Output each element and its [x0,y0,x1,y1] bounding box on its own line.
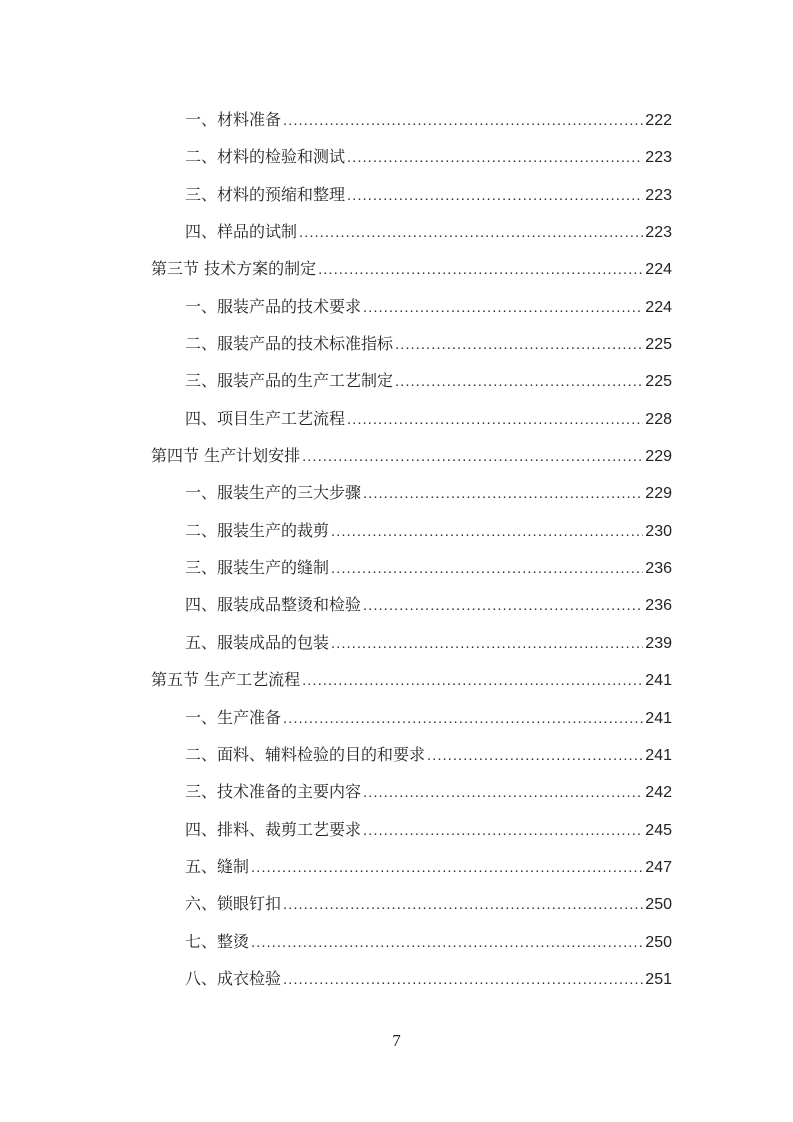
toc-entry-title: 第三节 技术方案的制定 [151,259,317,279]
toc-entry[interactable] [151,631,672,668]
toc-entry-title: 三、服装产品的生产工艺制定 [185,371,394,391]
toc-entry-page: 241 [645,672,672,690]
toc-entry[interactable] [151,295,672,332]
toc-entry-page: 223 [645,224,672,242]
toc-entry-page: 245 [645,821,672,839]
toc-entry-title: 一、服装生产的三大步骤 [185,483,362,503]
dot-leader [302,445,643,469]
toc-entry-page: 241 [645,746,672,764]
toc-entry[interactable] [151,855,672,892]
toc-entry[interactable] [151,556,672,593]
toc-entry-title: 一、材料准备 [185,110,282,129]
dot-leader [363,819,643,843]
toc-entry-title: 三、服装生产的缝制 [185,558,330,578]
table-of-contents [151,108,672,1004]
toc-entry-title: 二、材料的检验和测试 [185,147,346,167]
toc-entry-title: 三、材料的预缩和整理 [185,184,346,204]
toc-entry-title: 六、锁眼钉扣 [185,894,282,914]
toc-entry-page: 228 [645,410,672,428]
dot-leader [363,781,643,805]
toc-entry[interactable] [151,818,672,855]
toc-entry-title: 一、服装产品的技术要求 [185,296,362,316]
toc-entry-title: 第五节 生产工艺流程 [151,670,301,690]
toc-entry-title: 五、缝制 [185,856,250,876]
toc-section-entry[interactable] [151,444,672,481]
dot-leader [363,296,643,320]
dot-leader [251,931,643,955]
toc-entry-page: 229 [645,485,672,503]
toc-entry-title: 一、生产准备 [185,707,282,727]
toc-entry-title: 四、排料、裁剪工艺要求 [185,819,362,839]
toc-entry-title: 四、服装成品整烫和检验 [185,595,362,615]
toc-entry-page: 224 [645,298,672,316]
dot-leader [347,146,643,170]
dot-leader [283,893,643,917]
toc-entry-page: 247 [645,858,672,876]
dot-leader [283,968,643,992]
toc-entry[interactable] [151,892,672,929]
toc-entry[interactable] [151,706,672,743]
toc-entry[interactable] [151,780,672,817]
toc-entry-title: 二、面料、辅料检验的目的和要求 [185,744,426,764]
toc-entry-page: 242 [645,784,672,802]
page-number: 7 [392,1031,401,1050]
dot-leader [331,520,643,544]
toc-entry-page: 250 [645,896,672,914]
toc-entry-title: 二、服装生产的裁剪 [185,520,330,540]
toc-entry-page: 223 [645,186,672,204]
toc-entry-page: 230 [645,522,672,540]
dot-leader [283,707,643,731]
toc-entry[interactable] [151,108,672,145]
dot-leader [331,632,643,656]
toc-entry-page: 222 [645,112,672,129]
toc-entry-title: 第四节 生产计划安排 [151,446,301,466]
dot-leader [331,557,643,581]
toc-entry[interactable] [151,519,672,556]
toc-entry-title: 五、服装成品的包装 [185,632,330,652]
toc-entry[interactable] [151,481,672,518]
dot-leader [363,594,643,618]
toc-entry-page: 223 [645,149,672,167]
toc-entry[interactable] [151,183,672,220]
toc-entry-page: 236 [645,597,672,615]
toc-entry-page: 236 [645,560,672,578]
toc-entry-page: 251 [645,970,672,988]
toc-entry[interactable] [151,220,672,257]
toc-entry-page: 229 [645,448,672,466]
dot-leader [283,109,643,133]
toc-entry-page: 241 [645,709,672,727]
dot-leader [395,370,643,394]
toc-entry-page: 250 [645,933,672,951]
toc-entry-title: 四、项目生产工艺流程 [185,408,346,428]
toc-entry-page: 225 [645,373,672,391]
toc-entry-page: 239 [645,634,672,652]
dot-leader [299,221,643,245]
toc-entry-title: 七、整烫 [185,931,250,951]
toc-entry-title: 八、成衣检验 [185,968,282,988]
toc-entry-title: 三、技术准备的主要内容 [185,782,362,802]
toc-entry[interactable] [151,967,672,1004]
dot-leader [363,482,643,506]
toc-entry[interactable] [151,332,672,369]
toc-section-entry[interactable] [151,668,672,705]
toc-entry[interactable] [151,593,672,630]
toc-entry-title: 二、服装产品的技术标准指标 [185,334,394,354]
dot-leader [347,408,643,432]
toc-entry[interactable] [151,743,672,780]
toc-entry[interactable] [151,369,672,406]
dot-leader [318,258,643,282]
toc-entry[interactable] [151,930,672,967]
dot-leader [395,333,643,357]
dot-leader [302,669,643,693]
toc-entry-page: 225 [645,336,672,354]
toc-section-entry[interactable] [151,257,672,294]
toc-entry[interactable] [151,145,672,182]
dot-leader [347,184,643,208]
toc-entry[interactable] [151,407,672,444]
dot-leader [251,856,643,880]
toc-entry-title: 四、样品的试制 [185,222,298,242]
dot-leader [427,744,643,768]
toc-entry-page: 224 [645,261,672,279]
